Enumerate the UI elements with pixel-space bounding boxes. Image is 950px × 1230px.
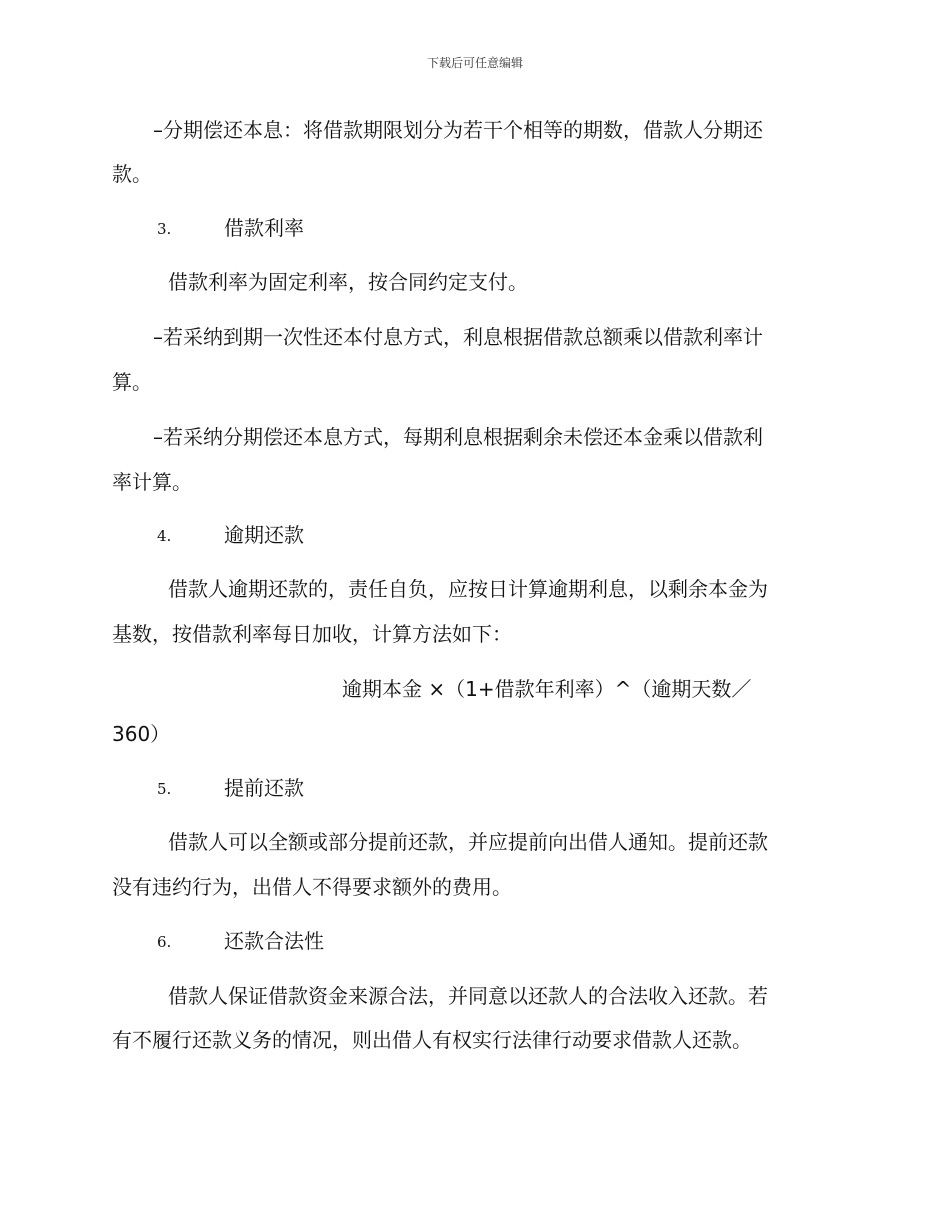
paragraph-line: 有不履行还款义务的情况，则出借人有权实行法律行动要求借款人还款。	[112, 1028, 752, 1052]
paragraph-line: –若采纳到期一次性还本付息方式，利息根据借款总额乘以借款利率计	[153, 325, 763, 349]
section-number: 4.	[157, 527, 172, 545]
paragraph-line: 算。	[112, 370, 152, 394]
paragraph-line: 借款人逾期还款的，责任自负，应按日计算逾期利息，以剩余本金为	[168, 577, 768, 601]
section-number: 5.	[157, 780, 172, 798]
paragraph-line: 借款人可以全额或部分提前还款，并应提前向出借人通知。提前还款	[168, 830, 768, 854]
paragraph-line: 没有违约行为，出借人不得要求额外的费用。	[112, 875, 512, 899]
page-header: 下载后可任意编辑	[426, 56, 523, 70]
section-heading: 还款合法性	[224, 929, 324, 953]
section-heading: 借款利率	[224, 216, 304, 240]
paragraph-line: 率计算。	[112, 470, 192, 494]
paragraph-line: 借款人保证借款资金来源合法，并同意以还款人的合法收入还款。若	[168, 984, 768, 1008]
paragraph-line: –分期偿还本息：将借款期限划分为若干个相等的期数，借款人分期还	[153, 118, 763, 142]
section-heading: 逾期还款	[224, 523, 304, 547]
formula-line: 逾期本金 ×（1+借款年利率）^（逾期天数／	[342, 677, 752, 701]
paragraph-line: 款。	[112, 162, 152, 186]
formula-line: 360）	[112, 722, 171, 746]
section-heading: 提前还款	[224, 776, 304, 800]
paragraph-line: 借款利率为固定利率，按合同约定支付。	[168, 270, 528, 294]
paragraph-line: 基数，按借款利率每日加收，计算方法如下：	[112, 622, 512, 646]
paragraph-line: –若采纳分期偿还本息方式，每期利息根据剩余未偿还本金乘以借款利	[153, 425, 763, 449]
section-number: 6.	[157, 933, 172, 951]
section-number: 3.	[157, 220, 172, 238]
